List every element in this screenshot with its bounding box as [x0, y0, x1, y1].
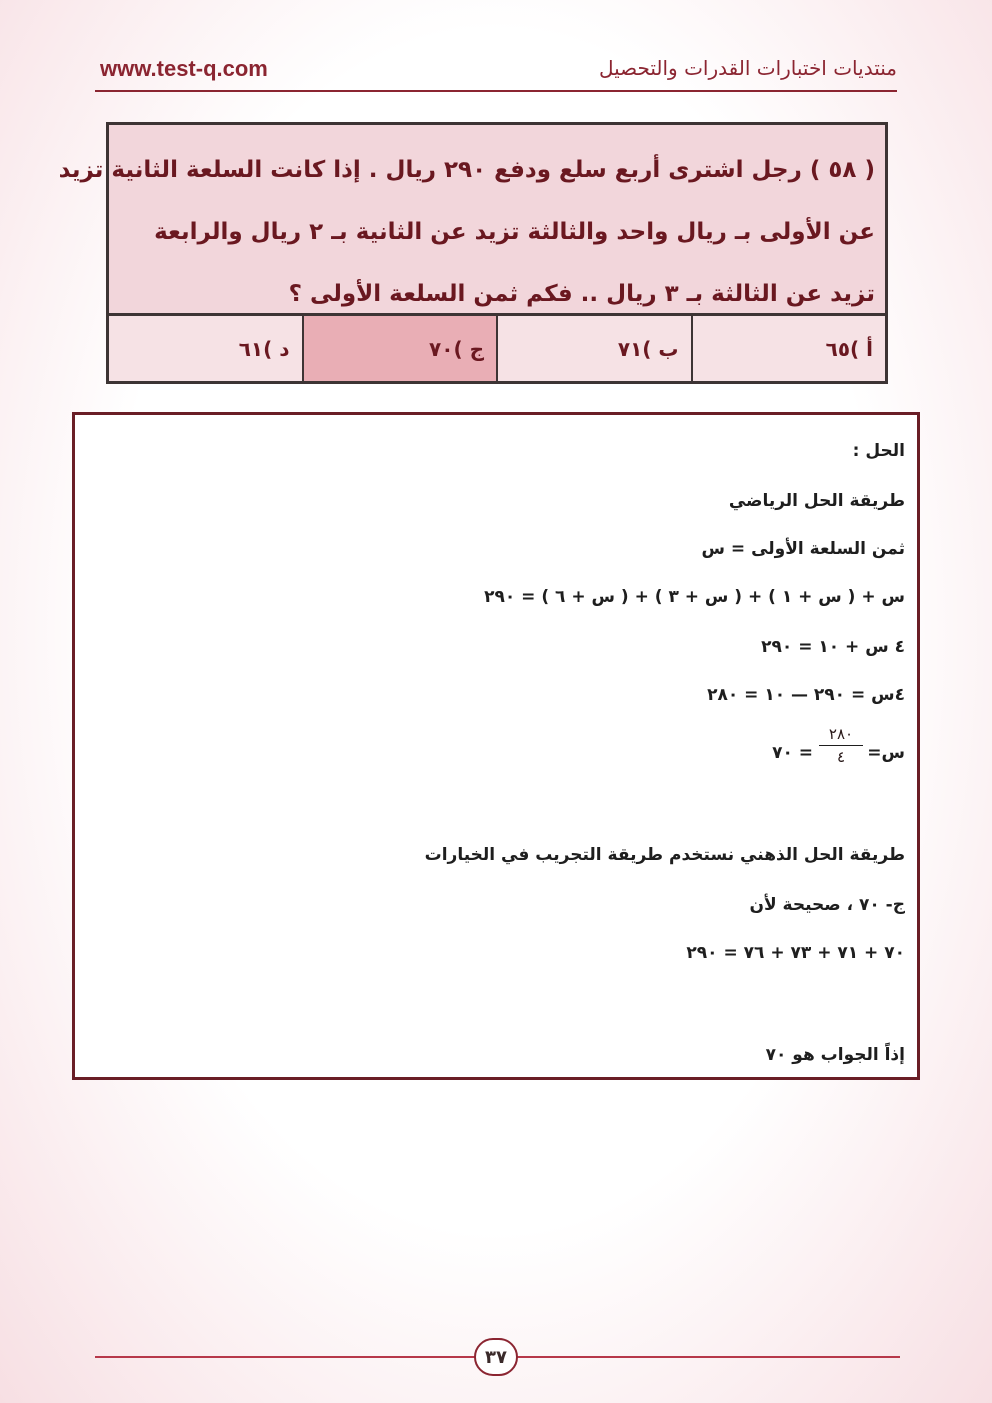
equation-4-lhs: س= [867, 743, 905, 763]
footer-divider-left [95, 1356, 475, 1358]
mental-method-title: طريقة الحل الذهني نستخدم طريقة التجريب في الخيارات [424, 845, 905, 865]
question-line-2: عن الأولى بـ ريال واحد والثالثة تزيد عن الثانية بـ ٢ ريال والرابعة [154, 219, 875, 245]
question-box [58, 122, 888, 316]
equation-4-rhs: = ٧٠ [772, 743, 813, 763]
equation-2: ٤ س + ١٠ = ٢٩٠ [761, 637, 905, 657]
equation-4-fraction [819, 725, 863, 766]
equation-3: ٤س = ٢٩٠ — ١٠ = ٢٨٠ [707, 685, 905, 705]
check-statement: ج- ٧٠ ، صحيحة لأن [749, 895, 905, 915]
option-b[interactable]: ب )٧١ [496, 316, 691, 381]
check-equation: ٧٠ + ٧١ + ٧٣ + ٧٦ = ٢٩٠ [686, 943, 905, 963]
forum-title: منتديات اختبارات القدرات والتحصيل [598, 56, 897, 80]
math-method-title: طريقة الحل الرياضي [728, 491, 905, 511]
option-a[interactable]: أ )٦٥ [691, 316, 886, 381]
option-d[interactable]: د )٦١ [109, 316, 302, 381]
variable-definition: ثمن السلعة الأولى = س [701, 539, 905, 559]
fraction-numerator: ٢٨٠ [819, 725, 863, 746]
answer-options [106, 316, 888, 384]
solution-heading: الحل : [852, 441, 905, 461]
fraction-denominator: ٤ [836, 748, 846, 766]
option-c-correct[interactable]: ج )٧٠ [302, 316, 497, 381]
equation-1: س + ( س + ١ ) + ( س + ٣ ) + ( س + ٦ ) = ٢٩٠ [484, 587, 905, 607]
solution-box [72, 412, 920, 1080]
page-number: ٣٧ [474, 1338, 518, 1376]
final-answer: إذاً الجواب هو ٧٠ [765, 1045, 905, 1065]
header-divider [95, 90, 897, 92]
question-line-1: ( ٥٨ ) رجل اشترى أربع سلع ودفع ٢٩٠ ريال . إذا كانت السلعة الثانية تزيد [58, 157, 875, 183]
question-line-3: تزيد عن الثالثة بـ ٣ ريال .. فكم ثمن السلعة الأولى ؟ [288, 281, 875, 307]
site-url[interactable]: www.test-q.com [100, 56, 268, 81]
footer-divider-right [516, 1356, 900, 1358]
